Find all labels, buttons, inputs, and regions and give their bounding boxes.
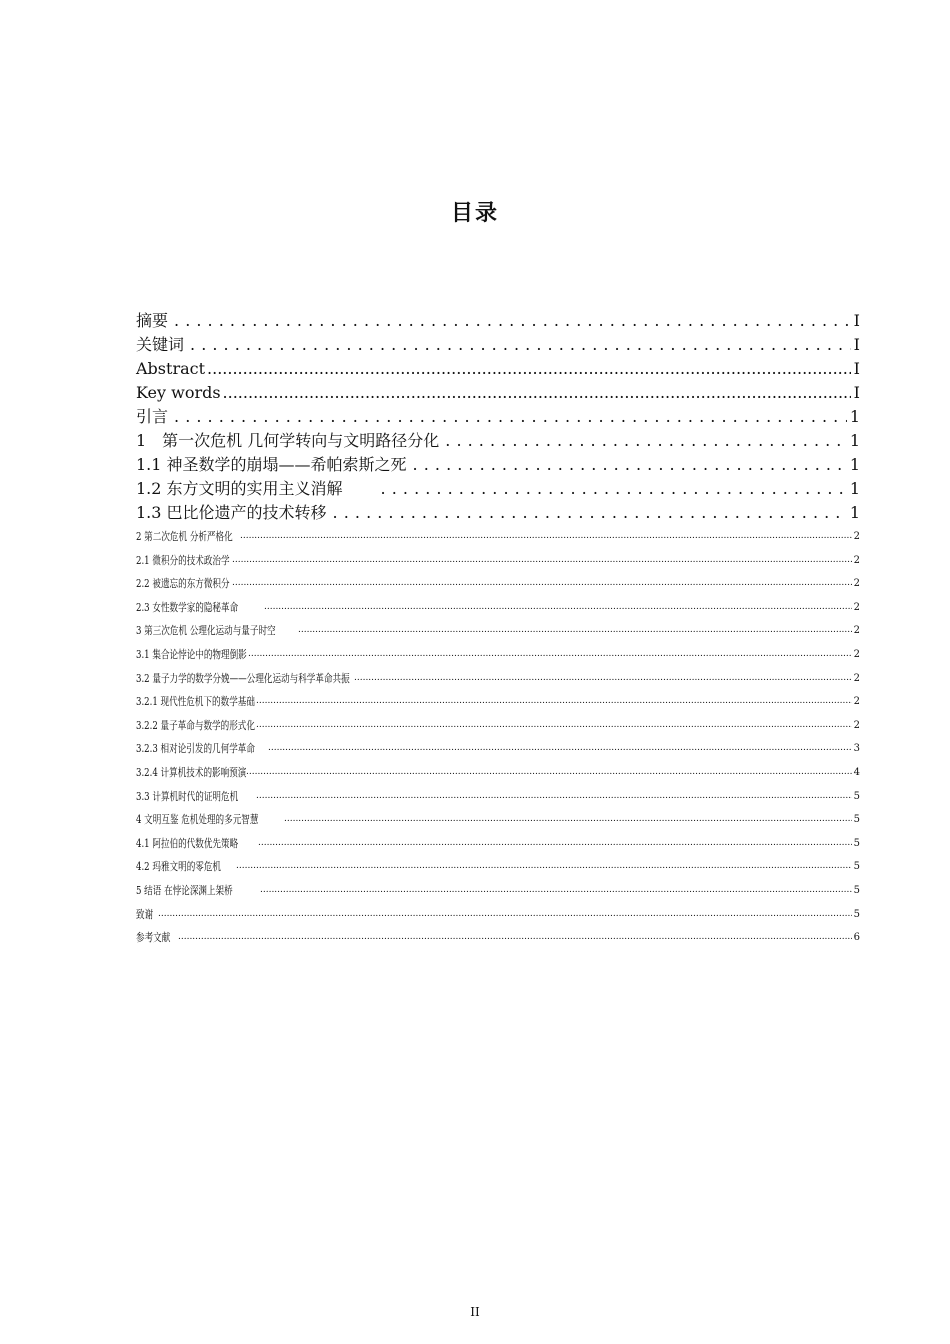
toc-entry-section-4-2[interactable] bbox=[136, 855, 860, 879]
toc-entry-references[interactable] bbox=[136, 926, 860, 950]
toc-entry-page: 2 bbox=[853, 648, 860, 660]
toc-entry-page: 2 bbox=[853, 554, 860, 566]
toc-entry-page: 5 bbox=[853, 861, 860, 873]
toc-leader-dots bbox=[232, 547, 852, 573]
toc-leader-dots bbox=[258, 830, 852, 856]
toc-entry-page: 4 bbox=[853, 766, 860, 778]
toc-entry-section-4-1[interactable] bbox=[136, 832, 860, 856]
toc-entry-label: 1 第一次危机 几何学转向与文明路径分化 bbox=[136, 431, 440, 450]
toc-entry-label: 3.2.4 计算机技术的影响预演 bbox=[136, 765, 247, 779]
toc-leader-dots bbox=[240, 523, 852, 549]
toc-entry-page: 5 bbox=[853, 837, 860, 849]
toc-entry-section-3-2[interactable] bbox=[136, 667, 860, 691]
toc-entry-keywords-en[interactable] bbox=[136, 381, 860, 405]
toc-entry-label: 3.3 计算机时代的证明危机 bbox=[136, 789, 239, 803]
toc-entry-page: 2 bbox=[853, 578, 860, 590]
toc-entry-page: 2 bbox=[853, 672, 860, 684]
toc-leader-dots bbox=[190, 333, 851, 357]
toc-entry-label: 4 文明互鉴 危机处理的多元智慧 bbox=[136, 813, 259, 827]
toc-entry-acknowledgements[interactable] bbox=[136, 903, 860, 927]
toc-entry-section-1-1[interactable] bbox=[136, 453, 860, 477]
toc-leader-dots bbox=[178, 924, 852, 950]
toc-entry-label: 3 第三次危机 公理化运动与量子时空 bbox=[136, 624, 276, 638]
toc-leader-dots bbox=[248, 641, 852, 667]
toc-entry-label: 1.1 神圣数学的崩塌——希帕索斯之死 bbox=[136, 455, 407, 474]
toc-entry-page: 5 bbox=[853, 884, 860, 896]
toc-entry-page: I bbox=[853, 311, 860, 330]
toc-entry-section-3-3[interactable] bbox=[136, 785, 860, 809]
toc-leader-dots bbox=[354, 665, 852, 691]
toc-entry-page: 6 bbox=[853, 932, 860, 944]
toc-entry-label: Key words bbox=[136, 383, 221, 402]
toc-leader-dots bbox=[232, 570, 852, 596]
toc-leader-dots bbox=[333, 501, 847, 525]
toc-entry-label: 1.3 巴比伦遗产的技术转移 bbox=[136, 503, 327, 522]
toc-entry-label: 参考文献 bbox=[136, 931, 171, 945]
toc-leader-dots bbox=[268, 735, 852, 761]
toc-entry-label: 2.3 女性数学家的隐秘革命 bbox=[136, 600, 239, 614]
toc-leader-dots bbox=[256, 688, 852, 714]
toc-entry-label: 3.2.3 相对论引发的几何学革命 bbox=[136, 742, 255, 756]
toc-entry-label: 2 第二次危机 分析严格化 bbox=[136, 530, 233, 543]
toc-leader-dots bbox=[260, 877, 852, 903]
toc-entry-page: 5 bbox=[853, 790, 860, 802]
toc-entry-page: 2 bbox=[853, 696, 860, 708]
toc-entry-page: I bbox=[853, 383, 860, 402]
toc-entry-section-1-3[interactable] bbox=[136, 501, 860, 525]
toc-entry-label: 3.2.2 量子革命与数学的形式化 bbox=[136, 718, 255, 732]
toc-entry-label: 3.1 集合论悖论中的物理倒影 bbox=[136, 647, 247, 661]
table-of-contents bbox=[136, 309, 860, 950]
toc-entry-section-3-2-2[interactable] bbox=[136, 714, 860, 738]
toc-leader-dots bbox=[445, 429, 847, 453]
toc-entry-label: Abstract bbox=[136, 359, 206, 378]
toc-entry-section-2-2[interactable] bbox=[136, 572, 860, 596]
page-title: 目录 bbox=[450, 201, 499, 226]
toc-entry-section-3-2-3[interactable] bbox=[136, 737, 860, 761]
toc-entry-section-2-3[interactable] bbox=[136, 596, 860, 620]
toc-entry-abstract-en[interactable] bbox=[136, 357, 860, 381]
toc-leader-dots bbox=[158, 901, 852, 927]
toc-leader-dots bbox=[256, 783, 852, 809]
toc-entry-label: 致谢 bbox=[136, 907, 154, 921]
toc-entry-page: 1 bbox=[849, 455, 860, 474]
toc-entry-page: 2 bbox=[853, 719, 860, 731]
toc-leader-dots bbox=[413, 453, 847, 477]
toc-entry-page: I bbox=[853, 335, 860, 354]
toc-entry-page: 1 bbox=[849, 431, 860, 450]
toc-entry-abstract-cn[interactable] bbox=[136, 309, 860, 333]
toc-entry-label: 关键词 bbox=[136, 335, 185, 354]
toc-leader-dots bbox=[246, 759, 852, 785]
toc-leader-dots bbox=[174, 405, 847, 429]
toc-entry-page: 1 bbox=[849, 407, 860, 426]
toc-leader-dots bbox=[223, 381, 851, 405]
toc-leader-dots bbox=[207, 357, 851, 381]
toc-entry-label: 4.1 阿拉伯的代数优先策略 bbox=[136, 836, 239, 850]
toc-entry-label: 2.1 微积分的技术政治学 bbox=[136, 553, 230, 567]
page-number: II bbox=[470, 1305, 480, 1319]
toc-entry-label: 4.2 玛雅文明的零危机 bbox=[136, 860, 222, 874]
toc-leader-dots bbox=[256, 712, 852, 738]
toc-entry-page: 5 bbox=[853, 814, 860, 826]
toc-entry-section-3-1[interactable] bbox=[136, 643, 860, 667]
toc-leader-dots bbox=[264, 594, 852, 620]
toc-entry-page: 1 bbox=[849, 503, 860, 522]
toc-entry-keywords-cn[interactable] bbox=[136, 333, 860, 357]
toc-entry-section-3-2-1[interactable] bbox=[136, 690, 860, 714]
toc-entry-chapter-4[interactable] bbox=[136, 808, 860, 832]
toc-entry-page: 2 bbox=[853, 531, 860, 542]
toc-entry-page: 5 bbox=[853, 908, 860, 920]
toc-entry-chapter-1[interactable] bbox=[136, 429, 860, 453]
toc-leader-dots bbox=[381, 477, 847, 501]
toc-entry-chapter-2[interactable] bbox=[136, 525, 860, 549]
toc-entry-chapter-3[interactable] bbox=[136, 619, 860, 643]
toc-leader-dots bbox=[284, 806, 852, 832]
toc-leader-dots bbox=[298, 617, 852, 643]
toc-entry-label: 3.2 量子力学的数学分娩——公理化运动与科学革命共振 bbox=[136, 671, 350, 685]
toc-entry-section-2-1[interactable] bbox=[136, 549, 860, 573]
toc-entry-section-3-2-4[interactable] bbox=[136, 761, 860, 785]
toc-entry-section-1-2[interactable] bbox=[136, 477, 860, 501]
toc-entry-label: 引言 bbox=[136, 407, 169, 426]
toc-entry-page: 3 bbox=[853, 743, 860, 755]
toc-entry-page: I bbox=[853, 359, 860, 378]
toc-entry-label: 2.2 被遗忘的东方微积分 bbox=[136, 577, 230, 591]
toc-entry-conclusion[interactable] bbox=[136, 879, 860, 903]
toc-entry-label: 1.2 东方文明的实用主义消解 bbox=[136, 479, 343, 498]
toc-leader-dots bbox=[174, 309, 851, 333]
toc-entry-page: 1 bbox=[849, 479, 860, 498]
toc-entry-page: 2 bbox=[853, 601, 860, 613]
toc-entry-page: 2 bbox=[853, 625, 860, 637]
toc-entry-label: 5 结语 在悖论深渊上架桥 bbox=[136, 883, 233, 897]
toc-entry-label: 3.2.1 现代性危机下的数学基础 bbox=[136, 695, 255, 709]
toc-leader-dots bbox=[236, 853, 852, 879]
toc-entry-label: 摘要 bbox=[136, 311, 169, 330]
toc-entry-introduction[interactable] bbox=[136, 405, 860, 429]
